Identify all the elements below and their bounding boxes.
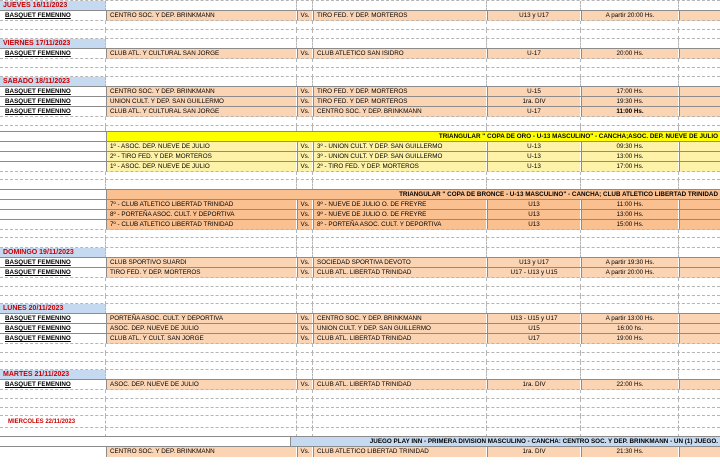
away-team: CLUB ATL. LIBERTAD TRINIDAD <box>313 334 486 344</box>
away-team: TIRO FED. Y DEP. MORTEROS <box>313 11 486 21</box>
vs-label: Vs. <box>297 97 312 107</box>
away-team: CENTRO SOC. Y DEP. BRINKMANN <box>313 314 486 324</box>
home-team: CLUB SPORTIVO SUARDI <box>106 258 296 268</box>
away-team: CLUB ATLETICO LIBERTAD TRINIDAD <box>313 447 486 457</box>
category-label: BASQUET FEMENINO <box>5 88 71 95</box>
time-cell: A partir 20:00 Hs. <box>581 11 678 21</box>
category-cell: U-17 <box>487 107 580 117</box>
category-label: BASQUET FEMENINO <box>5 269 71 276</box>
vs-label: Vs. <box>297 314 312 324</box>
home-team: CLUB ATL. Y CULTURAL SAN JORGE <box>106 107 296 117</box>
vs-label: Vs. <box>297 162 312 172</box>
category-cell: U17 - U13 y U15 <box>487 268 580 278</box>
away-team: SOCIEDAD SPORTIVA DEVOTO <box>313 258 486 268</box>
category-label: BASQUET FEMENINO <box>5 259 71 266</box>
home-team: ASOC. DEP. NUEVE DE JULIO <box>106 380 296 390</box>
section-title: TRIANGULAR " COPA DE ORO - U-13 MASCULINO" - CANCHA;ASOC. DEP. NUEVE DE JULIO <box>106 132 720 142</box>
category-label: BASQUET FEMENINO <box>5 381 71 388</box>
time-cell: 13:00 Hs. <box>581 152 678 162</box>
category-cell: U-13 <box>487 142 580 152</box>
vs-label: Vs. <box>297 210 312 220</box>
trailing-cell <box>679 447 720 457</box>
category-cell: U15 <box>487 324 580 334</box>
away-team: UNION CULT. Y DEP. SAN GUILLERMO <box>313 324 486 334</box>
vs-label: Vs. <box>297 220 312 230</box>
category-cell: U13 y U17 <box>487 11 580 21</box>
time-cell: 11:00 Hs. <box>581 200 678 210</box>
time-cell: 19:30 Hs. <box>581 97 678 107</box>
home-team: PORTEÑA ASOC. CULT. Y DEPORTIVA <box>106 314 296 324</box>
time-cell: 22:00 Hs. <box>581 380 678 390</box>
category-cell: U13 <box>487 220 580 230</box>
category-cell: U-13 <box>487 162 580 172</box>
home-team: CENTRO SOC. Y DEP. BRINKMANN <box>106 11 296 21</box>
home-team: 2º - TIRO FED. Y DEP. MORTEROS <box>106 152 296 162</box>
vs-label: Vs. <box>297 447 312 457</box>
home-team: CENTRO SOC. Y DEP. BRINKMANN <box>106 447 296 457</box>
time-cell: A partir 13:00 Hs. <box>581 314 678 324</box>
category-cell: U17 <box>487 334 580 344</box>
home-team: UNION CULT. Y DEP. SAN GUILLERMO <box>106 97 296 107</box>
vs-label: Vs. <box>297 324 312 334</box>
time-cell: 20:00 Hs. <box>581 49 678 59</box>
category-cell: 1ra. DIV <box>487 380 580 390</box>
time-cell: 21:30 Hs. <box>581 447 678 457</box>
category-cell: U13 - U15 y U17 <box>487 314 580 324</box>
away-team: TIRO FED. Y DEP. MORTEROS <box>313 87 486 97</box>
away-team: 8º - PORTEÑA ASOC. CULT. Y DEPORTIVA <box>313 220 486 230</box>
section-title: TRIANGULAR " COPA DE BRONCE - U-13 MASCULINO" - CANCHA; CLUB ATLETICO LIBERTAD TRINIDAD <box>106 190 720 200</box>
category-label: BASQUET FEMENINO <box>5 12 71 19</box>
vs-label: Vs. <box>297 49 312 59</box>
category-cell: U13 <box>487 210 580 220</box>
vs-label: Vs. <box>297 268 312 278</box>
home-team: CENTRO SOC. Y DEP. BRINKMANN <box>106 87 296 97</box>
vs-label: Vs. <box>297 334 312 344</box>
time-cell: 09:30 Hs. <box>581 142 678 152</box>
category-label: BASQUET FEMENINO <box>5 108 71 115</box>
category-cell: U-17 <box>487 49 580 59</box>
time-cell: 19:00 Hs. <box>581 334 678 344</box>
category-cell: 1ra. DIV <box>487 447 580 457</box>
home-team: 8º - PORTEÑA ASOC. CULT. Y DEPORTIVA <box>106 210 296 220</box>
day-header: MARTES 21/11/2023 <box>0 370 105 380</box>
home-team: ASOC. DEP. NUEVE DE JULIO <box>106 324 296 334</box>
category-label: BASQUET FEMENINO <box>5 335 71 342</box>
category-cell: U13 y U17 <box>487 258 580 268</box>
time-cell: 13:00 Hs. <box>581 210 678 220</box>
vs-label: Vs. <box>297 142 312 152</box>
section-title: JUEGO PLAY INN - PRIMERA DIVISION MASCULINO - CANCHA: CENTRO SOC. Y DEP. BRINKMANN - UN (1) JUEGO. <box>290 437 720 447</box>
time-cell: 15:00 Hs. <box>581 220 678 230</box>
time-cell: A partir 19:30 Hs. <box>581 258 678 268</box>
away-team: 9º - NUEVE DE JULIO O. DE FREYRE <box>313 210 486 220</box>
vs-label: Vs. <box>297 11 312 21</box>
home-team: CLUB ATL. Y CULT. SAN JORGE <box>106 334 296 344</box>
vs-label: Vs. <box>297 258 312 268</box>
time-cell: 17:00 Hs. <box>581 162 678 172</box>
away-team: CLUB ATLETICO SAN ISIDRO <box>313 49 486 59</box>
home-team: 1º - ASOC. DEP. NUEVE DE JULIO <box>106 142 296 152</box>
category-cell: U-13 <box>487 152 580 162</box>
away-team: 2º - TIRO FED. Y DEP. MORTEROS <box>313 162 486 172</box>
category-label: BASQUET FEMENINO <box>5 325 71 332</box>
home-team: TIRO FED. Y DEP. MORTEROS <box>106 268 296 278</box>
vs-label: Vs. <box>297 200 312 210</box>
home-team: 7º - CLUB ATLETICO LIBERTAD TRINIDAD <box>106 220 296 230</box>
home-team: 7º - CLUB ATLETICO LIBERTAD TRINIDAD <box>106 200 296 210</box>
away-team: CLUB ATL. LIBERTAD TRINIDAD <box>313 380 486 390</box>
category-label: BASQUET FEMENINO <box>5 50 71 57</box>
category-cell: U-15 <box>487 87 580 97</box>
day-header: MIERCOLES 22/11/2023 <box>8 419 76 425</box>
day-header: LUNES 20/11/2023 <box>0 304 105 314</box>
away-team: CENTRO SOC. Y DEP. BRINKMANN <box>313 107 486 117</box>
time-cell: 16:00 hs. <box>581 324 678 334</box>
away-team: 3º - UNION CULT. Y DEP. SAN GUILLERMO <box>313 152 486 162</box>
day-header: JUEVES 16/11/2023 <box>0 1 105 11</box>
home-team: 1º - ASOC. DEP. NUEVE DE JULIO <box>106 162 296 172</box>
vs-label: Vs. <box>297 380 312 390</box>
time-cell: A partir 20:00 Hs. <box>581 268 678 278</box>
time-cell: 17:00 Hs. <box>581 87 678 97</box>
away-team: CLUB ATL. LIBERTAD TRINIDAD <box>313 268 486 278</box>
day-header: SABADO 18/11/2023 <box>0 77 105 87</box>
day-header: VIERNES 17/11/2023 <box>0 39 105 49</box>
vs-label: Vs. <box>297 152 312 162</box>
vs-label: Vs. <box>297 107 312 117</box>
away-team: TIRO FED. Y DEP. MORTEROS <box>313 97 486 107</box>
category-cell: U13 <box>487 200 580 210</box>
category-cell: 1ra. DIV <box>487 97 580 107</box>
match-row <box>0 446 720 457</box>
day-header: DOMINGO 19/11/2023 <box>0 248 105 258</box>
time-cell: 11:00 Hs. <box>581 107 678 117</box>
away-team: 9º - NUEVE DE JULIO O. DE FREYRE <box>313 200 486 210</box>
category-label: BASQUET FEMENINO <box>5 98 71 105</box>
away-team: 3º - UNION CULT. Y DEP. SAN GUILLERMO <box>313 142 486 152</box>
home-team: CLUB ATL. Y CULTURAL SAN JORGE <box>106 49 296 59</box>
vs-label: Vs. <box>297 87 312 97</box>
category-label: BASQUET FEMENINO <box>5 315 71 322</box>
